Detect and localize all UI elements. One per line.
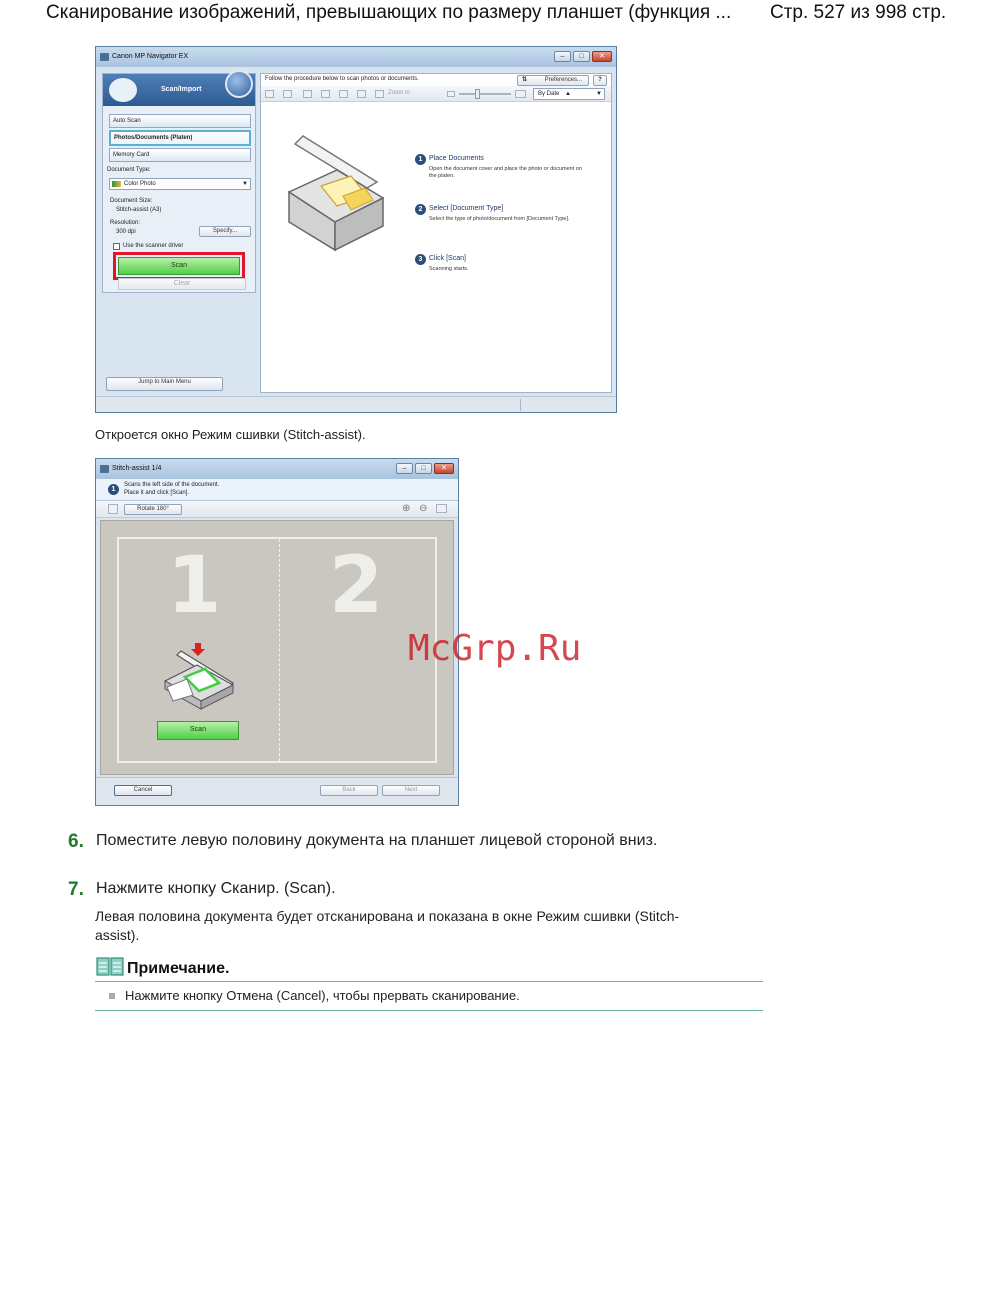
use-scanner-driver-checkbox[interactable] [113,243,120,250]
status-bar [96,396,616,412]
note-rule-bottom [95,1010,763,1011]
step-7-description-line-1: Левая половина документа будет отсканирована и показана в окне Режим сшивки (Stitch- [95,908,680,924]
close-button[interactable]: ✕ [592,51,612,62]
document-type-select[interactable] [109,178,251,190]
window-titlebar [96,459,458,479]
maximize-button[interactable]: □ [415,463,432,474]
note-title: Примечание. [127,960,230,977]
memory-card-button[interactable]: Memory Card [109,148,251,162]
grid-view-icon[interactable] [283,90,292,98]
step-text: Поместите левую половину документа на планшет лицевой стороной вниз. [96,832,658,849]
step-heading: Select [Document Type] [429,205,504,212]
scan-import-panel [102,73,256,293]
maximize-button[interactable]: □ [573,51,590,62]
procedure-step [415,154,585,184]
step-7-description-line-2: assist). [95,927,140,943]
step-description: Select the type of photo/document from [Document Type]. [429,216,570,222]
stitch-info-bar [96,479,458,501]
scanner-illustration [285,130,385,260]
crop-icon[interactable] [357,90,366,98]
next-button[interactable]: Next [382,785,440,796]
step-number-badge: 3 [415,254,426,265]
help-button[interactable]: ? [593,75,607,86]
app-icon [100,465,109,473]
zoom-out-icon[interactable]: ⊖ [419,503,428,514]
note-bullet [109,993,115,999]
scan-button[interactable]: Scan [118,257,240,275]
info-line-2: Place it and click [Scan]. [124,490,190,496]
right-half-number: 2 [329,541,384,631]
procedure-step [415,254,585,284]
document-type-label: Document Type: [107,167,151,173]
page-header-title: Сканирование изображений, превышающих по размеру планшет (функция ... [46,2,732,23]
status-divider [520,399,521,411]
jump-to-main-menu-button[interactable]: Jump to Main Menu [106,377,223,391]
document-type-value: Color Photo [124,181,156,187]
step-heading: Click [Scan] [429,255,466,262]
step-number: 7. [68,879,84,900]
thumbnail-view-icon[interactable] [265,90,274,98]
scanner-icon [109,78,137,102]
close-button[interactable]: ✕ [434,463,454,474]
minimize-button[interactable]: – [554,51,571,62]
globe-icon[interactable] [225,70,253,98]
stitch-toolbar [96,501,458,518]
preview-toolbar [261,86,611,102]
step-text: Нажмите кнопку Сканир. (Scan). [96,880,336,897]
procedure-panel [260,73,612,393]
book-icon [96,957,124,977]
zoom-label: Zoom in [388,90,410,96]
page-counter: Стр. 527 из 998 стр. [770,2,947,23]
minimize-button[interactable]: – [396,463,413,474]
zoom-icon[interactable] [375,90,384,98]
color-photo-icon [112,181,121,187]
document-size-label: Document Size: [110,198,153,204]
step-heading: Place Documents [429,155,484,162]
note-item: Нажмите кнопку Отмена (Cancel), чтобы прервать сканирование. [125,988,520,1003]
step-description: Open the document cover and place the photo or document on the platen. [429,166,582,179]
specify-button[interactable]: Specify... [199,226,251,237]
slider-handle[interactable] [475,89,480,99]
left-half-number: 1 [167,541,222,631]
procedure-instruction: Follow the procedure below to scan photos or documents. [265,76,419,82]
window-title: Stitch-assist 1/4 [112,465,162,472]
stitch-scan-button[interactable]: Scan [157,721,239,740]
window-titlebar [96,47,616,67]
photos-documents-platen-button[interactable]: Photos/Documents (Platen) [109,130,251,146]
small-thumb-icon [447,91,455,97]
chevron-down-icon: ▼ [242,181,248,187]
stitch-scanner-icon [157,639,237,711]
step-number-badge: 2 [415,204,426,215]
banner-label: Scan/Import [161,86,202,93]
zoom-in-icon[interactable]: ⊕ [402,503,411,514]
sort-ascending-icon: ▲ [565,91,571,97]
mp-navigator-window [95,46,617,413]
rotate-right-icon[interactable] [321,90,330,98]
stitch-button-bar [96,777,458,805]
window-title: Canon MP Navigator EX [112,53,189,60]
rotate-180-button[interactable]: Rotate 180° [124,504,182,515]
watermark: McGrp.Ru [408,628,582,669]
app-icon [100,53,109,61]
fit-view-icon[interactable] [436,504,447,513]
note-rule-top [95,981,763,982]
info-line-1: Scans the left side of the document. [124,482,220,488]
preferences-icon: ⇅ [522,77,528,83]
stitch-preview-area [100,520,454,775]
caption-stitch-assist: Откроется окно Режим сшивки (Stitch-assist). [95,427,366,442]
use-scanner-driver-label: Use the scanner driver [123,243,184,249]
sort-select[interactable] [533,88,605,100]
sort-value: By Date [538,91,560,97]
resolution-label: Resolution: [110,220,141,226]
procedure-step [415,204,585,234]
document-size-value: Stitch-assist (A3) [116,207,162,213]
cancel-button[interactable]: Cancel [114,785,172,796]
preferences-label: Preferences... [544,77,582,83]
back-button[interactable]: Back [320,785,378,796]
step-number-badge: 1 [415,154,426,165]
step-description: Scanning starts. [429,266,469,272]
half-divider [279,539,280,761]
resolution-value: 300 dpi [116,229,136,235]
rotate-left-icon[interactable] [303,90,312,98]
step-number: 6. [68,831,84,852]
clear-button[interactable]: Clear [118,278,246,290]
auto-scan-button[interactable]: Auto Scan [109,114,251,128]
preferences-button[interactable] [517,75,589,86]
chevron-down-icon: ▼ [596,91,602,97]
thumbnail-size-slider[interactable] [459,93,511,95]
correct-tilt-icon[interactable] [339,90,348,98]
stitch-assist-window [95,458,459,806]
large-thumb-icon [515,90,526,98]
info-step-badge: 1 [108,484,119,495]
swap-icon[interactable] [108,504,118,514]
